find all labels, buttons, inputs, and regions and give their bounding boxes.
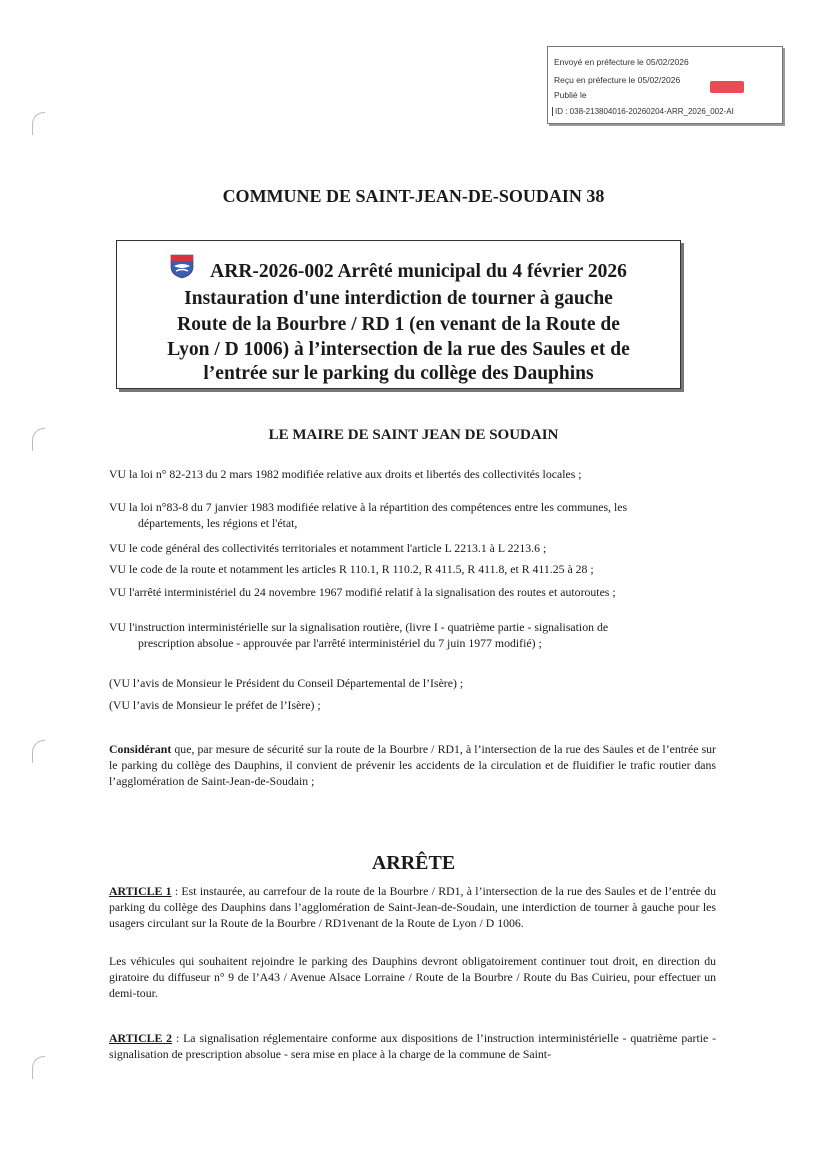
- visa-5: VU l'arrêté interministériel du 24 novembre 1967 modifié relatif à la signalisation des routes et autoroutes ;: [109, 585, 616, 599]
- considerant-label: Considérant: [109, 742, 172, 756]
- considerant-text: que, par mesure de sécurité sur la route de la Bourbre / RD1, à l’intersection de la rue des Saules et de l’entrée sur le parking du collège des Dauphins, il convient de prévenir les accidents de la circulation et de fluidifier le trafic routier dans l’agglomération de Saint-Jean-de-Soudain ;: [109, 742, 716, 788]
- article-1-text: : Est instaurée, au carrefour de la route de la Bourbre / RD1, à l’intersection de la rue des Saules et de l’entrée du parking du collège des Dauphins dans l’agglomération de Saint-Jean-de-Soudain, une interdiction de tourner à gauche pour les usagers circulant sur la Route de la Bourbre / RD1venant de la Route de Lyon / D 1006.: [109, 884, 716, 930]
- title-line-5: l’entrée sur le parking du collège des Dauphins: [203, 363, 594, 384]
- stamp-envoye: Envoyé en préfecture le 05/02/2026: [554, 57, 689, 67]
- visa-2-line-1: VU la loi n°83-8 du 7 janvier 1983 modifiée relative à la répartition des compétences entre les communes, les: [109, 500, 628, 514]
- article-1-label: ARTICLE 1: [109, 884, 172, 898]
- visa-1: VU la loi n° 82-213 du 2 mars 1982 modifiée relative aux droits et libertés des collectivités locales ;: [109, 467, 582, 481]
- article-2-paragraph: [109, 1030, 716, 1062]
- title-line-4: Lyon / D 1006) à l’intersection de la rue des Saules et de: [167, 339, 630, 360]
- visa-4: VU le code de la route et notamment les articles R 110.1, R 110.2, R 411.5, R 411.8, et R 411.25 à 28 ;: [109, 562, 594, 576]
- considerant-paragraph: [109, 741, 716, 789]
- prefecture-stamp: [547, 46, 783, 124]
- visa-8: (VU l’avis de Monsieur le préfet de l’Isère) ;: [109, 698, 321, 712]
- article-2-label: ARTICLE 2: [109, 1031, 173, 1045]
- title-line-1: ARR-2026-002 Arrêté municipal du 4 février 2026: [210, 261, 627, 282]
- arrete-heading: ARRÊTE: [371, 852, 456, 874]
- visa-6: [109, 619, 716, 651]
- visa-6-line-1: VU l'instruction interministérielle sur la signalisation routière, (livre I - quatrième partie - signalisation de: [109, 620, 609, 634]
- visa-2-line-2: départements, les régions et l'état,: [138, 516, 298, 530]
- commune-heading: COMMUNE DE SAINT-JEAN-DE-SOUDAIN 38: [222, 186, 605, 206]
- title-line-3: Route de la Bourbre / RD 1 (en venant de la Route de: [177, 314, 620, 335]
- article-1-paragraph-2: Les véhicules qui souhaitent rejoindre le parking des Dauphins devront obligatoirement continuer tout droit, en direction du giratoire du diffuseur n° 9 de l’A43 / Avenue Alsace Lorraine / Route de la Bourbre / Route du Bas Cuirieu, pour effectuer un demi-tour.: [109, 954, 716, 1000]
- visa-7: (VU l’avis de Monsieur le Président du Conseil Départemental de l’Isère) ;: [109, 676, 464, 690]
- punch-mark-icon: [32, 1056, 45, 1079]
- visa-3: VU le code général des collectivités territoriales et notamment l'article L 2213.1 à L 2213.6 ;: [109, 541, 547, 555]
- title-box: [116, 240, 681, 389]
- title-line-2: Instauration d'une interdiction de tourner à gauche: [184, 288, 613, 309]
- punch-mark-icon: [32, 740, 45, 763]
- stamp-id: ID : 038-213804016-20260204-ARR_2026_002-AI: [552, 107, 734, 116]
- stamp-publie: Publié le: [554, 90, 587, 100]
- article-2-text: : La signalisation réglementaire conforme aux dispositions de l’instruction interministérielle - quatrième partie - signalisation de prescription absolue - sera mise en place à la charge de la commune de Saint-: [109, 1031, 717, 1061]
- article-1-paragraph: [109, 883, 716, 931]
- maire-heading: LE MAIRE DE SAINT JEAN DE SOUDAIN: [268, 427, 559, 443]
- visa-6-line-2: prescription absolue - approuvée par l'arrêté interministériel du 7 juin 1977 modifié) ;: [138, 636, 542, 650]
- punch-mark-icon: [32, 112, 45, 135]
- stamp-logo-icon: [710, 81, 744, 93]
- stamp-recu: Reçu en préfecture le 05/02/2026: [554, 75, 681, 85]
- visa-2: [109, 499, 716, 531]
